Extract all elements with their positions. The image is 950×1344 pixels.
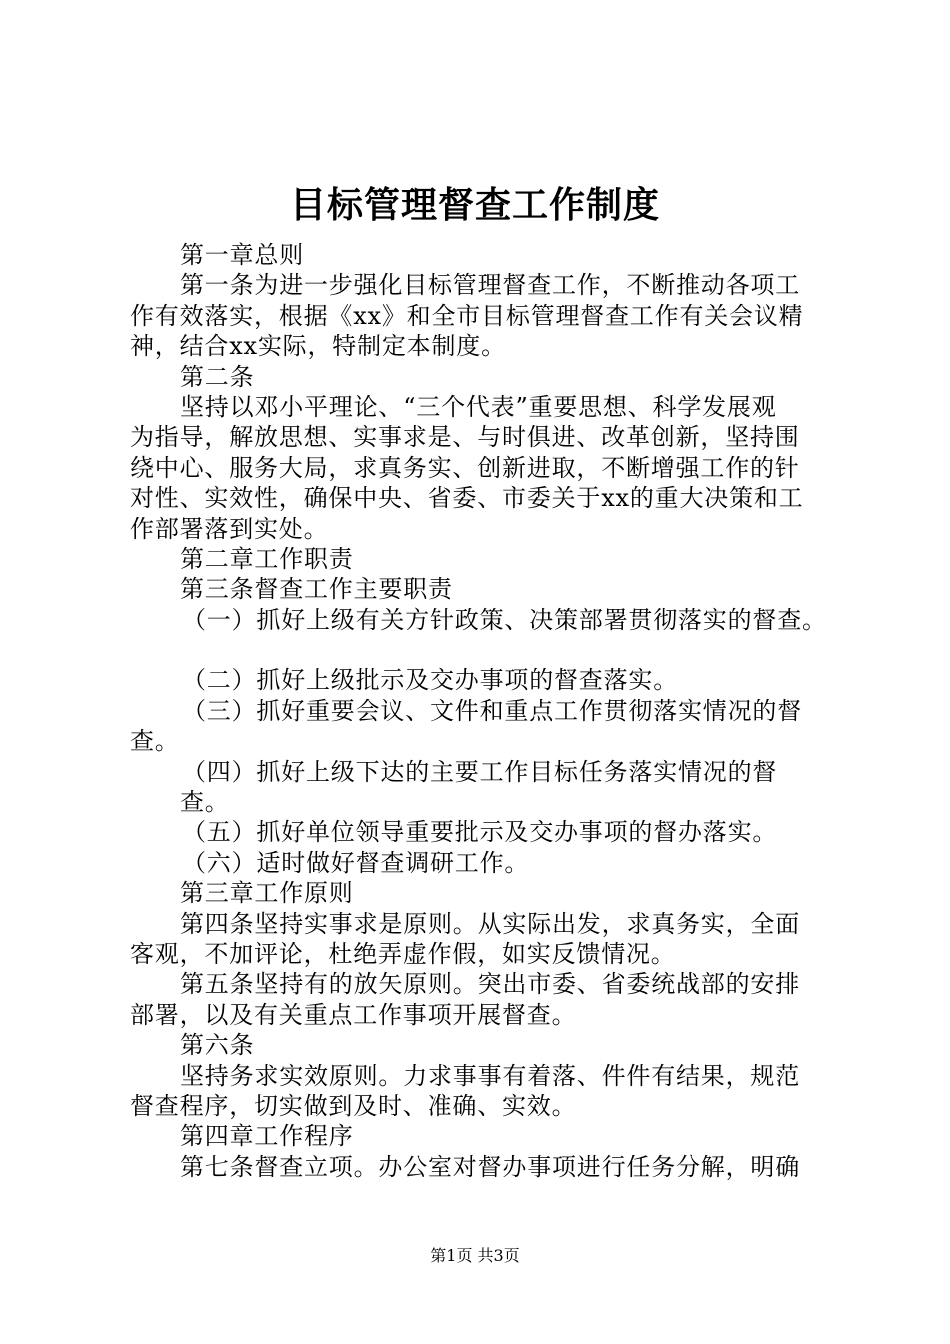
list-item: （六）适时做好督查调研工作。: [182, 848, 530, 877]
document-body: [130, 240, 850, 1182]
paragraph-line: 查。: [180, 787, 230, 816]
paragraph-line: 第一条为进一步强化目标管理督查工作，不断推动各项工: [180, 271, 800, 300]
paragraph-line: 对性、实效性，确保中央、省委、市委关于xx的重大决策和工: [130, 484, 804, 513]
article-heading: 第三条督查工作主要职责: [180, 575, 453, 604]
article-heading: 第六条: [180, 1031, 255, 1060]
chapter-heading: 第四章工作程序: [180, 1122, 354, 1151]
paragraph-line: 为指导，解放思想、实事求是、与时俱进、改革创新，坚持围: [130, 423, 800, 452]
paragraph-line: 作有效落实，根据《xx》和全市目标管理督查工作有关会议精: [130, 301, 804, 330]
list-item: （五）抓好单位领导重要批示及交办事项的督办落实。: [182, 818, 778, 847]
paragraph-line: 第四条坚持实事求是原则。从实际出发，求真务实，全面: [180, 909, 800, 938]
paragraph-line: 第七条督查立项。办公室对督办事项进行任务分解，明确: [180, 1152, 800, 1181]
chapter-heading: 第一章总则: [180, 241, 304, 269]
paragraph-line: 坚持以邓小平理论、“三个代表”重要思想、科学发展观: [180, 393, 777, 422]
paragraph-line: 客观，不加评论，杜绝弄虚作假，如实反馈情况。: [130, 939, 676, 968]
paragraph-line: 督查程序，切实做到及时、准确、实效。: [130, 1091, 577, 1120]
paragraph-line: 神，结合xx实际，特制定本制度。: [130, 332, 506, 361]
paragraph-line: 查。: [130, 727, 180, 756]
article-heading: 第二条: [180, 362, 255, 391]
paragraph-line: 作部署落到实处。: [130, 514, 329, 543]
list-item: （四）抓好上级下达的主要工作目标任务落实情况的督: [182, 757, 778, 786]
list-item: （一）抓好上级有关方针政策、决策部署贯彻落实的督查。: [182, 605, 827, 634]
paragraph-line: 坚持务求实效原则。力求事事有着落、件件有结果，规范: [180, 1061, 800, 1090]
paragraph-line: 部署，以及有关重点工作事项开展督查。: [130, 1000, 577, 1029]
list-item: （二）抓好上级批示及交办事项的督查落实。: [182, 666, 678, 695]
chapter-heading: 第二章工作职责: [180, 545, 354, 574]
list-item: （三）抓好重要会议、文件和重点工作贯彻落实情况的督: [182, 696, 802, 725]
chapter-heading: 第三章工作原则: [180, 879, 354, 908]
page-footer: 第1页 共3页: [430, 1246, 520, 1265]
paragraph-line: 第五条坚持有的放矢原则。突出市委、省委统战部的安排: [180, 970, 800, 999]
document-title: 目标管理督查工作制度: [289, 184, 660, 226]
blank-line: [130, 635, 850, 665]
paragraph-line: 绕中心、服务大局，求真务实、创新进取，不断增强工作的针: [130, 453, 800, 482]
